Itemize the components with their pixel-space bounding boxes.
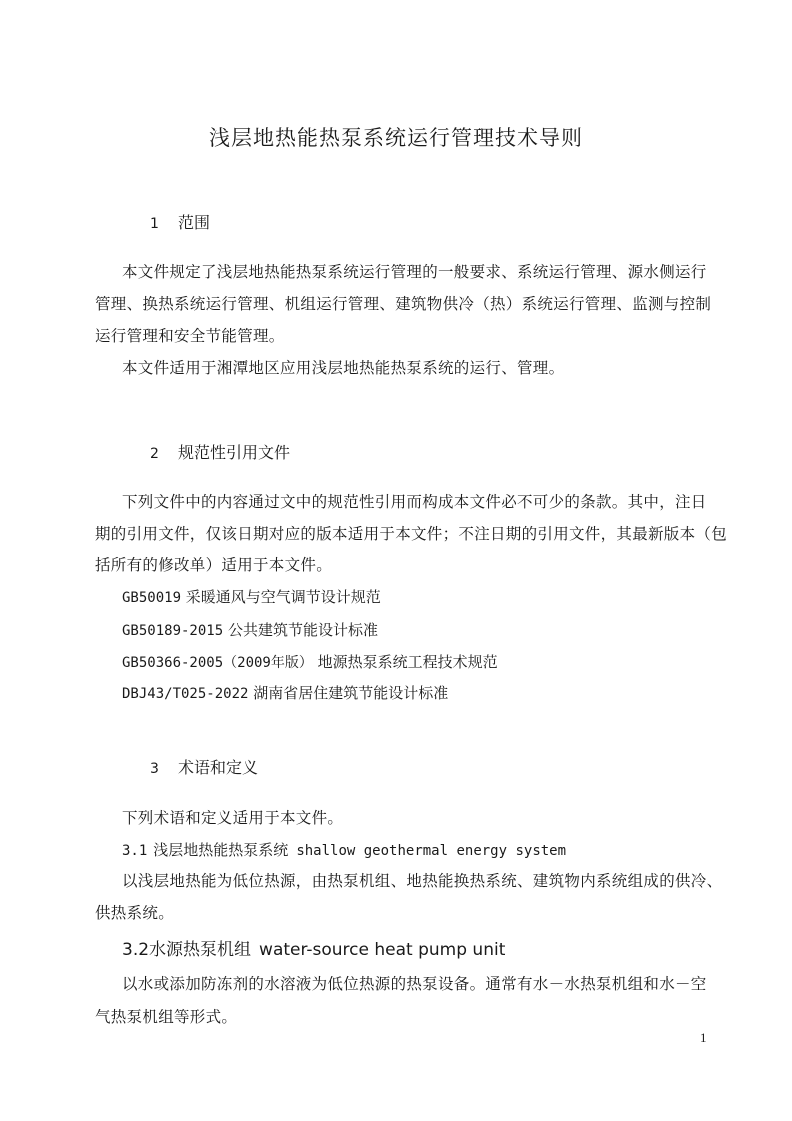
reference-item (122, 651, 498, 672)
section-1-para-1-line-3: 运行管理和安全节能管理。 (95, 327, 285, 345)
section-1-number: 1 (150, 216, 159, 232)
reference-item (122, 619, 378, 640)
section-1-heading (150, 210, 210, 233)
section-2-para-1-line-3: 括所有的修改单）适用于本文件。 (95, 556, 333, 574)
reference-item (122, 682, 448, 703)
term-3-2-definition-line-1: 以水或添加防冻剂的水溶液为低位热源的热泵设备。通常有水－水热泵机组和水－空 (122, 975, 707, 993)
section-3-heading (150, 755, 258, 778)
section-1-para-1-line-2: 管理、换热系统运行管理、机组运行管理、建筑物供冷（热）系统运行管理、监测与控制 (95, 295, 712, 313)
section-1-para-2: 本文件适用于湘潭地区应用浅层地热能热泵系统的运行、管理。 (122, 359, 565, 377)
reference-name: 地源热泵系统工程技术规范 (317, 653, 498, 671)
term-name: 浅层地热能热泵系统 (153, 841, 289, 859)
section-1-para-1-line-1: 本文件规定了浅层地热能热泵系统运行管理的一般要求、系统运行管理、源水侧运行 (122, 263, 707, 281)
term-english: shallow geothermal energy system (296, 843, 567, 859)
reference-code: GB50019 (122, 590, 182, 606)
reference-item (122, 586, 381, 607)
term-3-2-definition-line-2: 气热泵机组等形式。 (95, 1008, 238, 1026)
term-english: water-source heat pump unit (259, 940, 506, 960)
reference-code: GB50366-2005（2009年版） (122, 655, 313, 671)
term-3-1-definition-line-2: 供热系统。 (95, 904, 175, 922)
section-2-title: 规范性引用文件 (178, 443, 291, 462)
section-2-number: 2 (150, 446, 159, 462)
term-3-1-heading (122, 839, 566, 860)
section-3-number: 3 (150, 761, 159, 777)
reference-code: GB50189-2015 (122, 623, 224, 639)
section-2-para-1-line-1: 下列文件中的内容通过文中的规范性引用而构成本文件必不可少的条款。其中，注日 (122, 493, 707, 511)
page-number: 1 (700, 1030, 707, 1045)
document-title: 浅层地热能热泵系统运行管理技术导则 (209, 126, 583, 150)
section-3-title: 术语和定义 (178, 758, 259, 777)
reference-name: 公共建筑节能设计标准 (227, 621, 378, 639)
term-number: 3.2 (122, 940, 150, 960)
section-3-intro: 下列术语和定义适用于本文件。 (122, 809, 344, 827)
reference-name: 采暖通风与空气调节设计规范 (185, 588, 381, 606)
section-1-title: 范围 (178, 213, 211, 232)
term-3-1-definition-line-1: 以浅层地热能为低位热源，由热泵机组、地热能换热系统、建筑物内系统组成的供冷、 (122, 872, 723, 890)
reference-code: DBJ43/T025-2022 (122, 686, 249, 702)
section-2-para-1-line-2: 期的引用文件，仅该日期对应的版本适用于本文件；不注日期的引用文件，其最新版本（包 (95, 525, 728, 543)
reference-name: 湖南省居住建筑节能设计标准 (253, 684, 449, 702)
section-2-heading (150, 440, 290, 463)
term-name: 水源热泵机组 (149, 940, 252, 960)
term-3-2-heading (122, 935, 505, 960)
term-number: 3.1 (122, 843, 148, 859)
